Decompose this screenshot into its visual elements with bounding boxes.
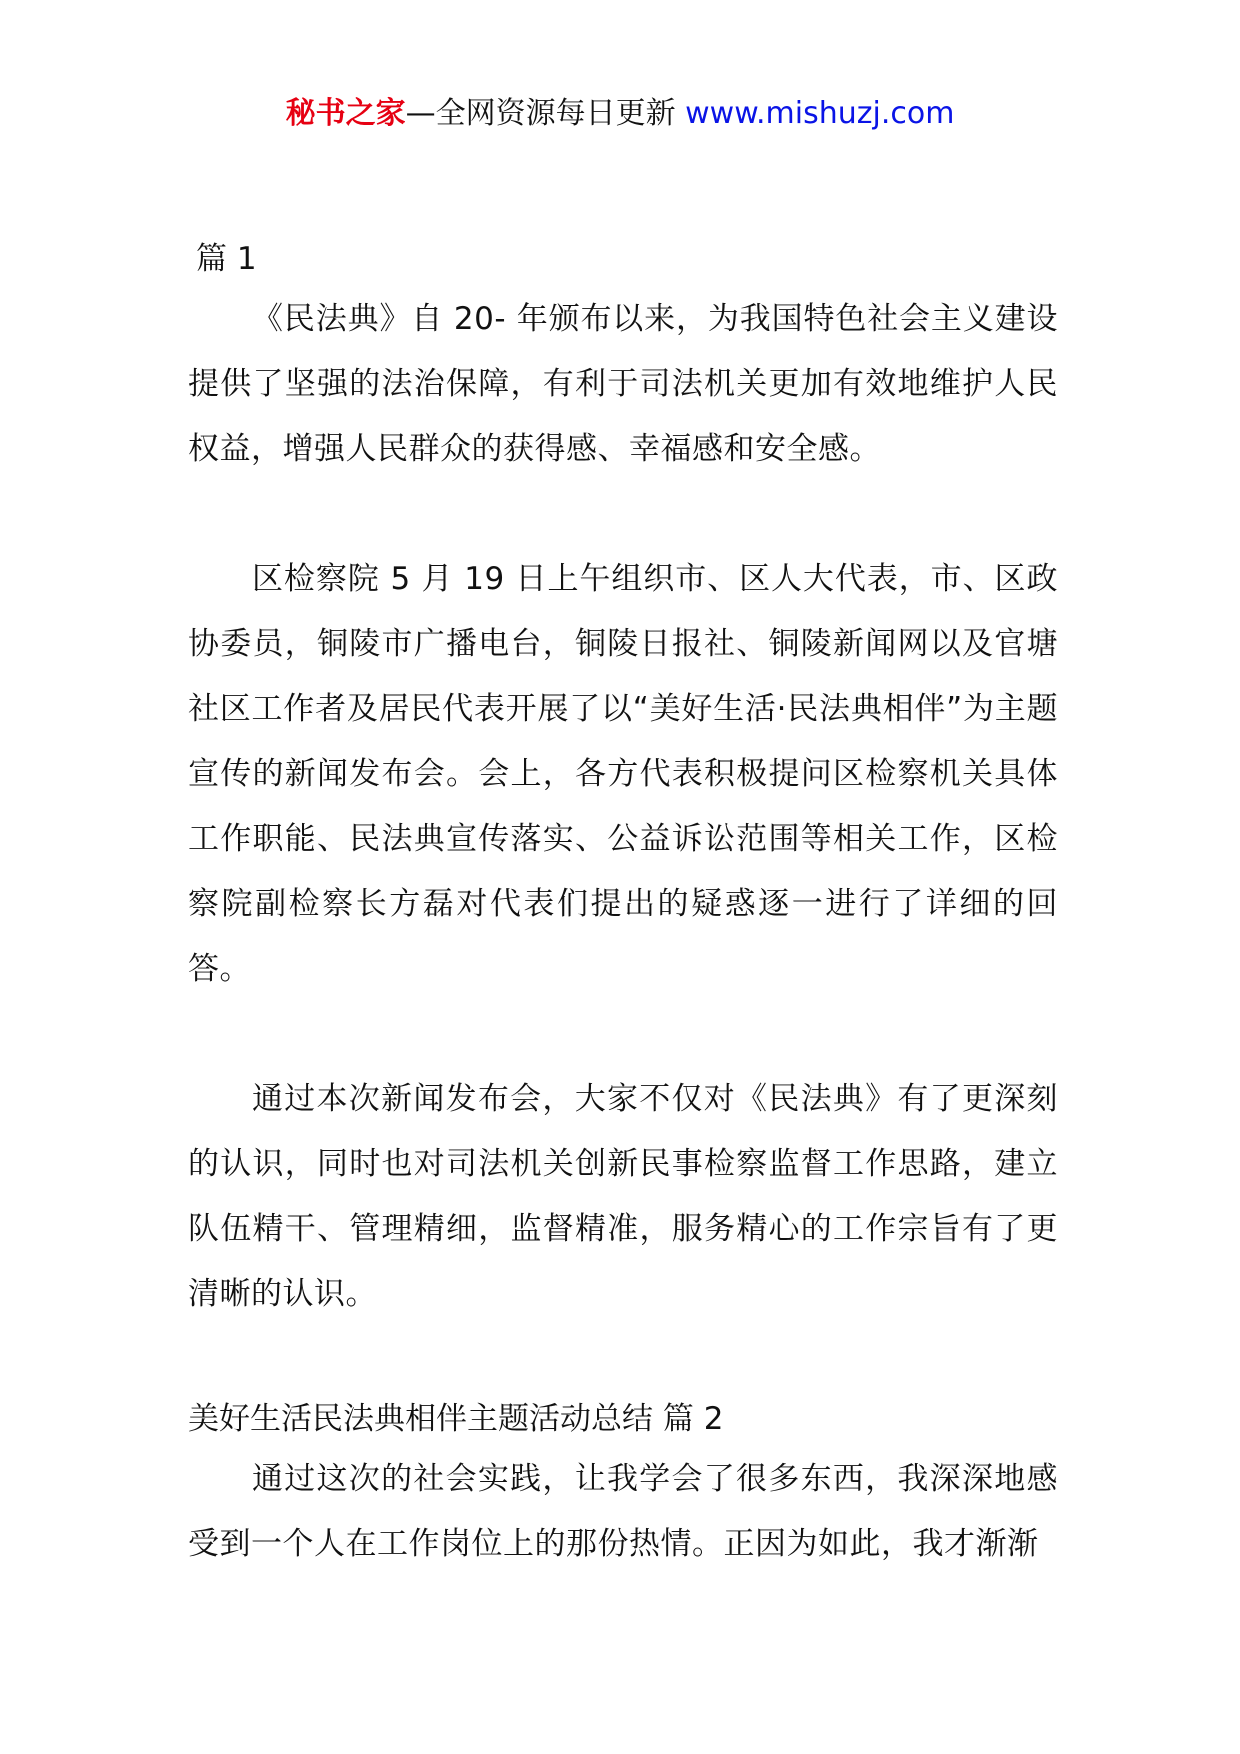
- paragraph-spacer: [188, 1327, 1058, 1392]
- section-1-paragraph-1: 《民法典》自 20- 年颁布以来，为我国特色社会主义建设提供了坚强的法治保障，有利于司法机关更加有效地维护人民权益，增强人民群众的获得感、幸福感和安全感。: [188, 301, 1058, 467]
- section-1-paragraph-3: 通过本次新闻发布会，大家不仅对《民法典》有了更深刻的认识，同时也对司法机关创新民事检察监督工作思路，建立队伍精干、管理精细，监督精准，服务精心的工作宗旨有了更清晰的认识。: [188, 1081, 1058, 1312]
- section-2-title: 美好生活民法典相伴主题活动总结 篇 2: [188, 1401, 724, 1437]
- section-1-title: 篇 1: [196, 241, 257, 277]
- site-header: [0, 94, 1240, 134]
- header-tagline: —全网资源每日更新: [405, 96, 676, 131]
- section-1-paragraph-2: 区检察院 5 月 19 日上午组织市、区人大代表，市、区政协委员，铜陵市广播电台，铜陵日报社、铜陵新闻网以及官塘社区工作者及居民代表开展了以“美好生活·民法典相伴”为主题宣传的新闻发布会。会上，各方代表积极提问区检察机关具体工作职能、民法典宣传落实、公益诉讼范围等相关工作，区检察院副检察长方磊对代表们提出的疑惑逐一进行了详细的回答。: [188, 561, 1058, 987]
- brand-name: 秘书之家: [285, 96, 406, 131]
- site-url-link[interactable]: www.mishuzj.com: [685, 96, 955, 131]
- paragraph-spacer: [188, 482, 1058, 547]
- paragraph-spacer: [188, 1002, 1058, 1067]
- document-body: [188, 232, 1058, 1577]
- section-2-paragraph-1: 通过这次的社会实践，让我学会了很多东西，我深深地感受到一个人在工作岗位上的那份热情。正因为如此，我才渐渐: [188, 1461, 1058, 1562]
